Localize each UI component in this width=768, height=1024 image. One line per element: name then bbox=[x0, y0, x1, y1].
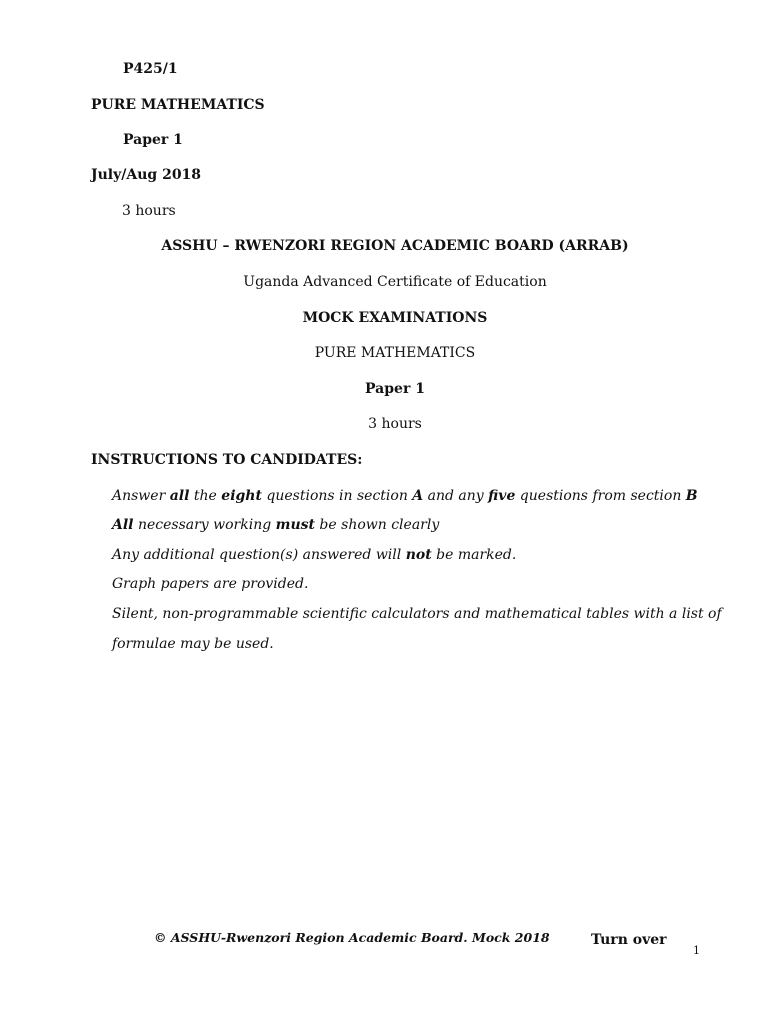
exam-date: July/Aug 2018 bbox=[91, 167, 202, 183]
paper-code: P425/1 bbox=[123, 61, 178, 77]
exam-duration: 3 hours bbox=[122, 203, 176, 219]
instruction-graph-papers: Graph papers are provided. bbox=[112, 576, 309, 592]
board-subject: PURE MATHEMATICS bbox=[314, 345, 476, 361]
turn-over-label: Turn over bbox=[591, 932, 667, 948]
instruction-calculators: Silent, non-programmable scientific calculators and mathematical tables with a list of bbox=[112, 606, 722, 622]
instruction-show-working: All necessary working must be shown clearly bbox=[112, 517, 440, 533]
paper-number: Paper 1 bbox=[123, 132, 183, 148]
instruction-answer-sections: Answer all the eight questions in section A and any five questions from section B bbox=[112, 488, 698, 504]
board-paper: Paper 1 bbox=[365, 381, 425, 397]
board-name: ASSHU – RWENZORI REGION ACADEMIC BOARD (ARRAB) bbox=[161, 238, 629, 254]
instruction-calculators-cont: formulae may be used. bbox=[112, 636, 274, 652]
certificate-name: Uganda Advanced Certificate of Education bbox=[243, 274, 547, 290]
board-duration: 3 hours bbox=[368, 416, 422, 432]
subject-title: PURE MATHEMATICS bbox=[91, 97, 265, 113]
footer-copyright: © ASSHU-Rwenzori Region Academic Board. Mock 2018 bbox=[154, 930, 550, 945]
page-number: 1 bbox=[693, 944, 700, 957]
exam-type: MOCK EXAMINATIONS bbox=[302, 310, 488, 326]
instruction-extra-questions: Any additional question(s) answered will not be marked. bbox=[112, 547, 517, 563]
instructions-heading: INSTRUCTIONS TO CANDIDATES: bbox=[91, 452, 363, 468]
